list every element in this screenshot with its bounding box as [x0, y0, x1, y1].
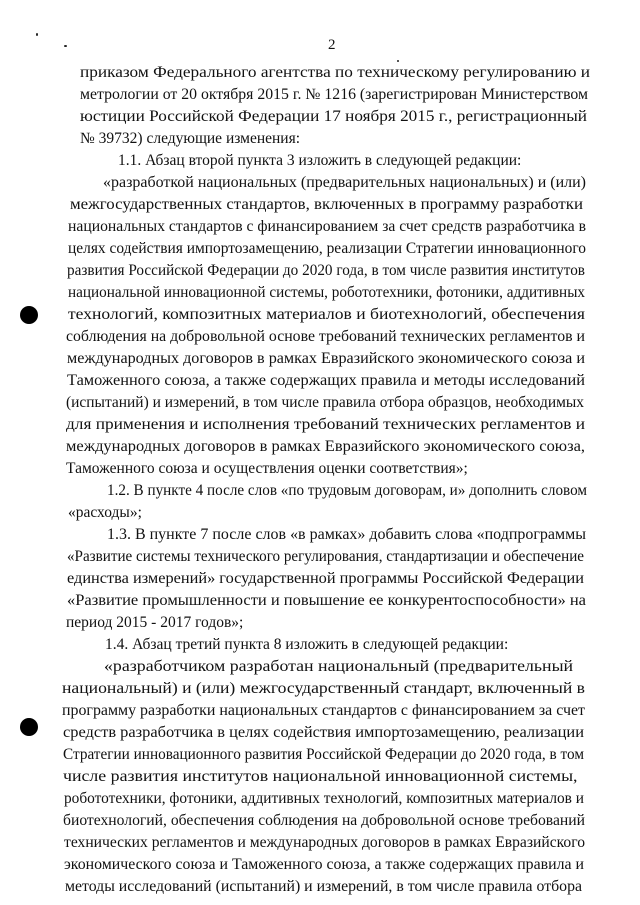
text-line: 1.1. Абзац второй пункта 3 изложить в следующей редакции:: [118, 152, 522, 169]
text-line: экономического союза и Таможенного союза, а также содержащих правила и: [64, 856, 584, 873]
text-line: приказом Федерального агентства по техническому регулированию и: [80, 64, 590, 81]
text-line: национальной инновационной системы, робототехники, фотоники, аддитивных: [68, 284, 585, 301]
text-line: 1.2. В пункте 4 после слов «по трудовым договорам, и» дополнить словом: [107, 482, 587, 499]
text-line: средств разработчика в целях содействия импортозамещению, реализации: [63, 724, 584, 741]
punch-hole: [20, 306, 38, 324]
text-line: «Развитие промышленности и повышение ее конкурентоспособности» на: [67, 592, 586, 609]
text-line: юстиции Российской Федерации 17 ноября 2015 г., регистрационный: [80, 108, 587, 125]
text-line: межгосударственных стандартов, включенных в программу разработки: [70, 196, 583, 213]
text-line: № 39732) следующие изменения:: [80, 130, 301, 147]
text-line: национальный) и (или) межгосударственный стандарт, включенный в: [62, 680, 585, 697]
text-line: для применения и исполнения требований технических регламентов и: [66, 416, 585, 433]
text-line: «Развитие системы технического регулирования, стандартизации и обеспечение: [67, 548, 584, 565]
text-line: Стратегии инновационного развития Российской Федерации до 2020 года, в том: [63, 746, 584, 763]
text-line: соблюдения на добровольной основе требований технических регламентов и: [66, 328, 585, 345]
text-line: (испытаний) и измерений, в том числе правила отбора образцов, необходимых: [66, 394, 584, 411]
text-line: целях содействия импортозамещению, реализации Стратегии инновационного: [68, 240, 586, 257]
text-line: единства измерений» государственной программы Российской Федерации: [67, 570, 584, 587]
scan-speck: [36, 33, 38, 36]
text-line: «разработкой национальных (предварительных национальных) и (или): [103, 174, 586, 191]
text-line: «расходы»;: [68, 504, 142, 521]
text-line: метрологии от 20 октября 2015 г. № 1216 (зарегистрирован Министерством: [80, 86, 588, 103]
text-line: технических регламентов и международных договоров в рамках Евразийского: [64, 834, 585, 851]
scan-speck: [64, 45, 67, 47]
text-line: международных договоров в рамках Евразийского экономического союза,: [66, 438, 585, 455]
punch-hole: [20, 718, 38, 736]
text-line: робототехники, фотоники, аддитивных технологий, композитных материалов и: [64, 790, 584, 807]
text-line: 1.4. Абзац третий пункта 8 изложить в следующей редакции:: [105, 636, 509, 653]
text-line: технологий, композитных материалов и биотехнологий, обеспечения: [68, 306, 585, 323]
scan-speck: [397, 60, 399, 62]
text-line: Таможенного союза, а также содержащих правила и методы исследований: [67, 372, 585, 389]
text-line: методы исследований (испытаний) и измерений, в том числе правила отбора: [65, 878, 582, 895]
text-line: 1.3. В пункте 7 после слов «в рамках» добавить слова «подпрограммы: [107, 526, 586, 543]
page-number: 2: [328, 37, 336, 53]
text-line: числе развития институтов национальной инновационной системы,: [63, 768, 578, 785]
text-line: период 2015 - 2017 годов»;: [66, 614, 244, 631]
text-line: международных договоров в рамках Евразийского экономического союза и: [67, 350, 585, 367]
text-line: национальных стандартов с финансированием за счет средств разработчика в: [68, 218, 586, 235]
text-line: «разработчиком разработан национальный (предварительный: [104, 658, 574, 675]
text-line: развития Российской Федерации до 2020 года, в том числе развития институтов: [67, 262, 585, 279]
text-line: программу разработки национальных стандартов с финансированием за счет: [62, 702, 585, 719]
text-line: Таможенного союза и осуществления оценки соответствия»;: [66, 460, 468, 477]
text-line: биотехнологий, обеспечения соблюдения на добровольной основе требований: [63, 812, 585, 829]
